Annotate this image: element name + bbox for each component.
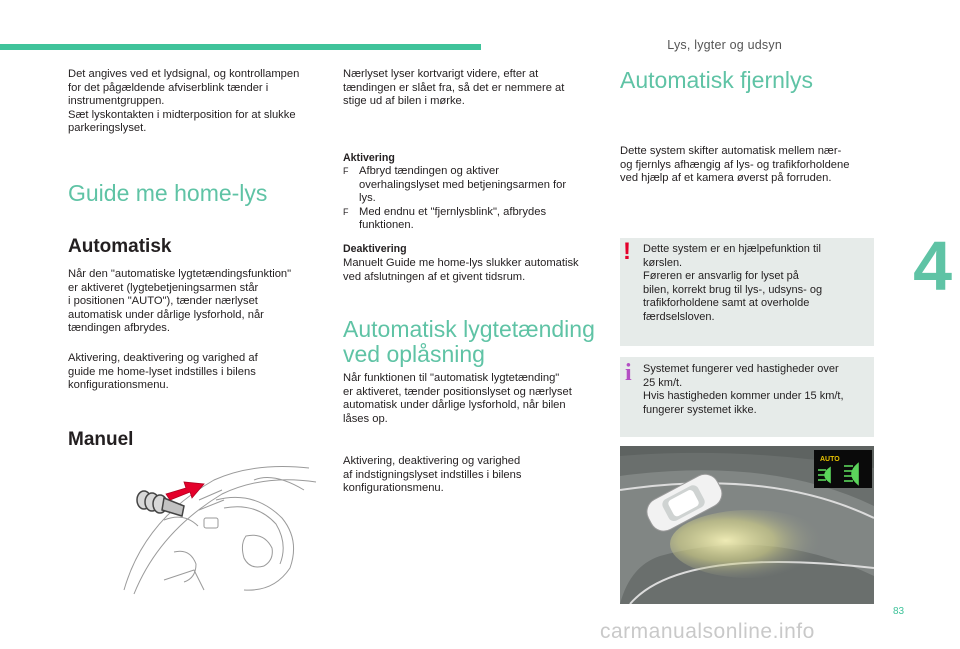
page-number: 83 xyxy=(893,606,905,617)
watermark: carmanualsonline.info xyxy=(600,620,815,643)
steering-stalk-illustration xyxy=(104,460,324,596)
automatic-title: Automatisk xyxy=(68,236,172,257)
high-beam-illustration xyxy=(620,446,874,604)
auto-lighting-text-2: Aktivering, deaktivering og varighed af indstigningslyset indstilles i bilens konfigurationsmenu. xyxy=(343,455,522,495)
manual-title: Manuel xyxy=(68,429,134,450)
info-note xyxy=(620,357,874,437)
col2-intro: Nærlyset lyser kortvarigt videre, efter at tændingen er slået fra, så det er nemmere at stige ud af bilen i mørke. xyxy=(343,68,565,108)
automatic-text-2: Aktivering, deaktivering og varighed af guide me home-lyset indstilles i bilens konfigurationsmenu. xyxy=(68,352,258,392)
warning-note-text: Dette system er en hjælpefunktion til kørslen. Føreren er ansvarlig for lyset på bilen, korrekt brug til lys-, udsyns- og trafikforholdene samt at overholde færdselsloven. xyxy=(643,243,823,323)
auto-lighting-title: Automatisk lygtetænding ved oplåsning xyxy=(343,316,595,367)
chapter-number: 4 xyxy=(913,227,952,305)
info-icon: i xyxy=(625,360,632,386)
automatic-text: Når den "automatiske lygtetændingsfunktion" er aktiveret (lygtebetjeningsarmen står i positionen "AUTO"), tænder nærlyset automatisk under dårlige lysforhold, når tændingen afbrydes. xyxy=(68,268,292,335)
info-note-text: Systemet fungerer ved hastigheder over 25 km/t. Hvis hastigheden kommer under 15 km/t, fungerer systemet ikke. xyxy=(643,363,844,416)
activation-list xyxy=(343,165,608,233)
deactivation-text: Manuelt Guide me home-lys slukker automatisk ved afslutningen af et givent tidsrum. xyxy=(343,257,579,283)
warning-icon: ! xyxy=(623,238,631,265)
auto-high-beam-title: Automatisk fjernlys xyxy=(620,67,814,93)
bullet-marker: F xyxy=(343,206,349,217)
deactivation-title: Deaktivering xyxy=(343,243,407,255)
bullet-marker: F xyxy=(343,166,349,176)
guide-me-home-title: Guide me home-lys xyxy=(68,180,268,206)
auto-label: AUTO xyxy=(820,456,840,463)
activation-bullet: F Afbryd tændingen og aktiver overhalingslyset med betjeningsarmen for lys. xyxy=(343,165,567,205)
activation-bullet: F Med endnu et "fjernlysblink", afbrydes funktionen. xyxy=(343,205,547,232)
warning-note xyxy=(620,238,874,346)
auto-high-beam-text: Dette system skifter automatisk mellem nær- og fjernlys afhængig af lys- og trafikforholdene ved hjælp af et kamera øverst på forruden. xyxy=(620,145,850,185)
activation-title: Aktivering xyxy=(343,152,395,164)
auto-lighting-text: Når funktionen til "automatisk lygtetænding" er aktiveret, tænder positionslyset og nærlyset automatisk under dårlige lysforhold, når bilen låses op. xyxy=(343,372,572,425)
top-accent-bar xyxy=(0,44,481,50)
chapter-title: Lys, lygter og udsyn xyxy=(667,38,782,52)
col1-intro: Det angives ved et lydsignal, og kontrollampen for det pågældende afviserblink tænder i instrumentgruppen. Sæt lyskontakten i midterposition for at slukke parkeringslyset. xyxy=(68,68,300,135)
headlamp-icon xyxy=(818,468,830,482)
